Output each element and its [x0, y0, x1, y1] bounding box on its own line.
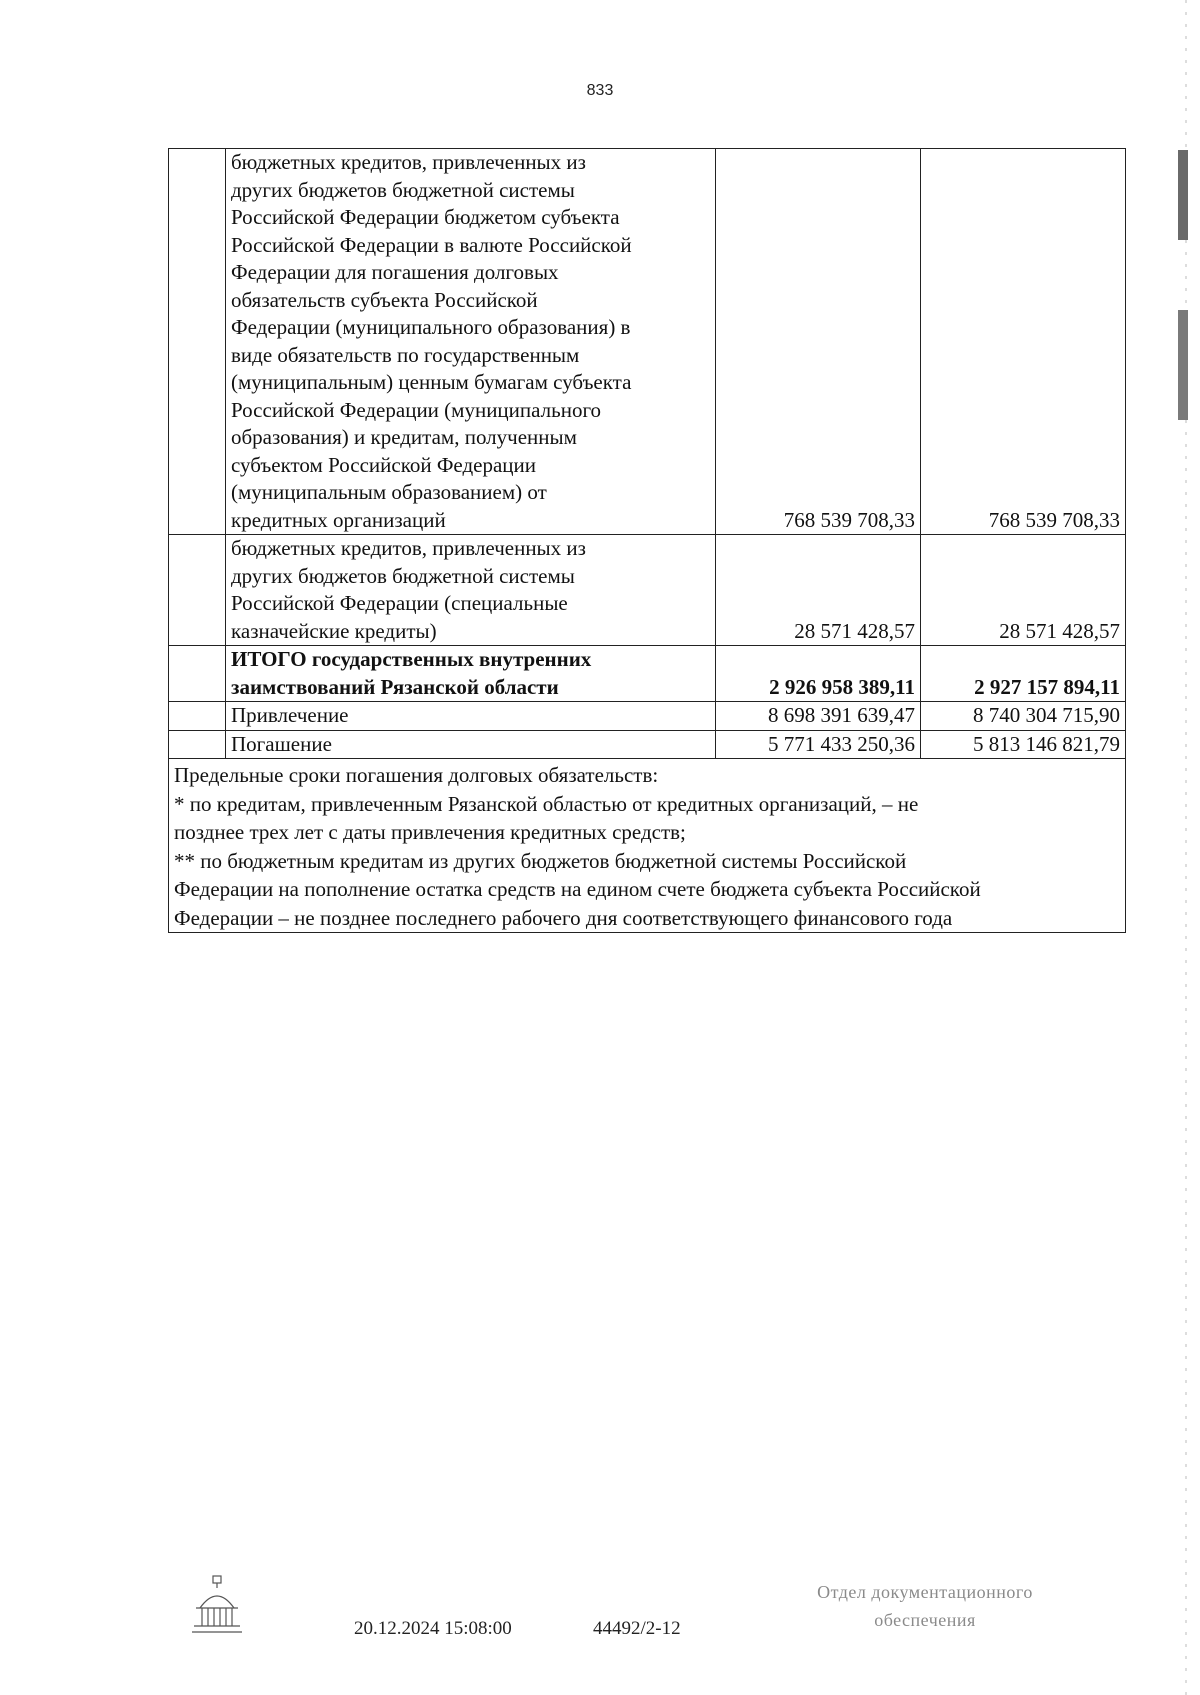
table-row	[169, 535, 1126, 646]
note-line: * по кредитам, привлеченным Рязанской областью от кредитных организаций, – не	[174, 791, 919, 816]
row-label-cell	[226, 730, 716, 759]
row-label-line: Российской Федерации в валюте Российской	[231, 232, 632, 257]
duma-building-icon	[192, 1574, 242, 1636]
note-line: Федерации – не позднее последнего рабочего дня соответствующего финансового года	[174, 905, 953, 930]
notes-cell	[169, 759, 1126, 933]
row-label-line: других бюджетов бюджетной системы	[231, 563, 575, 588]
value-cell-adjusted: 2 927 157 894,11	[921, 646, 1126, 702]
row-label-line: казначейские кредиты)	[231, 618, 437, 643]
value-cell-adjusted: 768 539 708,33	[921, 149, 1126, 535]
table-row	[169, 702, 1126, 731]
row-label-line: бюджетных кредитов, привлеченных из	[231, 536, 586, 560]
note-line: ** по бюджетным кредитам из других бюджетов бюджетной системы Российской	[174, 848, 907, 873]
table-row	[169, 730, 1126, 759]
value-cell-plan: 2 926 958 389,11	[716, 646, 921, 702]
row-label-cell	[226, 702, 716, 731]
row-label-line: Российской Федерации бюджетом субъекта	[231, 205, 620, 229]
row-label-line: субъектом Российской Федерации	[231, 452, 536, 477]
value-cell-plan: 28 571 428,57	[716, 535, 921, 646]
department-stamp-line: Отдел документационного	[817, 1582, 1033, 1602]
row-number-cell	[169, 535, 226, 646]
print-timestamp: 20.12.2024 15:08:00	[354, 1618, 512, 1639]
row-label-cell	[226, 535, 716, 646]
page-number: 833	[586, 82, 614, 99]
row-label-cell	[226, 646, 716, 702]
scan-edge-artifact	[1174, 0, 1200, 1695]
department-stamp-line: обеспечения	[874, 1610, 976, 1630]
row-number-cell	[169, 702, 226, 731]
table-row	[169, 149, 1126, 535]
row-label-line: виде обязательств по государственным	[231, 342, 580, 367]
row-number-cell	[169, 730, 226, 759]
row-label-line: Привлечение	[231, 703, 349, 727]
row-number-cell	[169, 646, 226, 702]
document-number: 44492/2-12	[593, 1618, 681, 1639]
row-label-line: заимствований Рязанской области	[231, 674, 559, 699]
row-label-line: бюджетных кредитов, привлеченных из	[231, 150, 586, 174]
row-label-line: других бюджетов бюджетной системы	[231, 177, 575, 202]
row-label-cell	[226, 149, 716, 535]
value-cell-plan: 8 698 391 639,47	[716, 702, 921, 731]
value-cell-adjusted: 8 740 304 715,90	[921, 702, 1126, 731]
notes-row	[169, 759, 1126, 933]
value-cell-plan: 768 539 708,33	[716, 149, 921, 535]
table-row	[169, 646, 1126, 702]
table-body	[169, 149, 1126, 933]
department-stamp	[760, 1578, 1090, 1634]
note-line: Федерации на пополнение остатка средств на едином счете бюджета субъекта Российской	[174, 877, 981, 901]
row-label-line: Российской Федерации (муниципального	[231, 397, 602, 422]
row-number-cell	[169, 149, 226, 535]
row-label-line: Федерации для погашения долговых	[231, 260, 559, 284]
value-cell-adjusted: 5 813 146 821,79	[921, 730, 1126, 759]
row-label-line: (муниципальным образованием) от	[231, 480, 547, 504]
row-label-line: Российской Федерации (специальные	[231, 591, 568, 615]
note-line: позднее трех лет с даты привлечения кредитных средств;	[174, 820, 686, 844]
borrowing-table	[168, 148, 1126, 933]
value-cell-adjusted: 28 571 428,57	[921, 535, 1126, 646]
value-cell-plan: 5 771 433 250,36	[716, 730, 921, 759]
note-line: Предельные сроки погашения долговых обязательств:	[174, 763, 659, 787]
row-label-line: Погашение	[231, 731, 332, 756]
row-label-line: кредитных организаций	[231, 507, 446, 532]
row-label-line: (муниципальным) ценным бумагам субъекта	[231, 370, 632, 394]
row-label-line: обязательств субъекта Российской	[231, 287, 538, 312]
row-label-line: ИТОГО государственных внутренних	[231, 647, 592, 671]
row-label-line: Федерации (муниципального образования) в	[231, 315, 631, 339]
row-label-line: образования) и кредитам, полученным	[231, 425, 577, 449]
